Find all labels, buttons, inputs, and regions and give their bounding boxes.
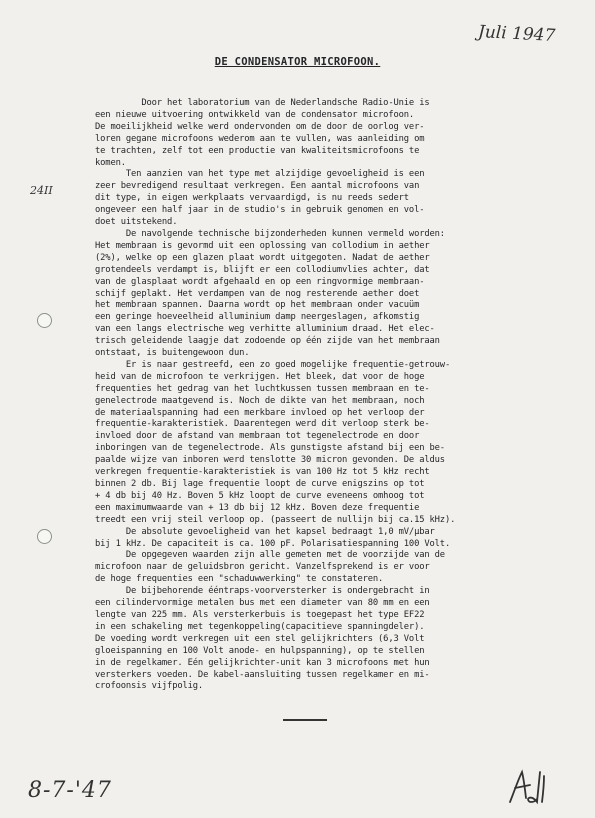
text-line: een maximumwaarde van + 13 db bij 12 kHz. Boven deze frequentie bbox=[95, 502, 420, 513]
punch-hole-upper bbox=[37, 313, 52, 328]
text-line: dit type, in eigen werkplaats vervaardigd, is nu reeds sedert bbox=[95, 193, 409, 204]
text-line: de materiaalspanning had een merkbare invloed op het verloop der bbox=[95, 407, 425, 418]
text-line: zeer bevredigend resultaat verkregen. Een aantal microfoons van bbox=[95, 181, 420, 192]
handwritten-margin-mark: 24II bbox=[30, 184, 53, 197]
text-line: Ten aanzien van het type met alzijdige gevoeligheid is een bbox=[95, 169, 425, 180]
text-line: Het membraan is gevormd uit een oplossing van collodium in aether bbox=[95, 240, 430, 251]
punch-hole-lower bbox=[37, 529, 52, 544]
text-line: trisch geleidende laagje dat zodoende op één zijde van het membraan bbox=[95, 336, 440, 347]
text-line: van de glasplaat wordt afgehaald en op een ringvormige membraan- bbox=[95, 276, 425, 287]
text-line: paalde wijze van inboren werd tenslotte 30 micron gevonden. De aldus bbox=[95, 455, 445, 466]
text-line: komen. bbox=[95, 157, 126, 168]
text-line: een geringe hoeveelheid alluminium damp neergeslagen, afkomstig bbox=[95, 312, 420, 323]
text-line: de hoge frequenties een "schaduwwerking" te constateren. bbox=[95, 574, 384, 585]
text-line: het membraan spannen. Daarna wordt op het membraan onder vacuüm bbox=[95, 300, 420, 311]
text-line: De opgegeven waarden zijn alle gemeten met de voorzijde van de bbox=[95, 550, 445, 561]
text-line: verkregen frequentie-karakteristiek is van 100 Hz tot 5 kHz recht bbox=[95, 467, 430, 478]
text-line: van een langs electrische weg verhitte alluminium draad. Het elec- bbox=[95, 324, 435, 335]
closing-rule bbox=[283, 719, 327, 721]
document-title: DE CONDENSATOR MICROFOON. bbox=[214, 56, 381, 68]
text-line: De bijbehorende ééntraps-voorversterker is ondergebracht in bbox=[95, 586, 430, 597]
text-line: lengte van 225 mm. Als versterkerbuis is toegepast het type EF22 bbox=[95, 609, 425, 620]
text-line: binnen 2 db. Bij lage frequentie loopt de curve enigszins op tot bbox=[95, 479, 425, 489]
text-line: + 4 db bij 40 Hz. Boven 5 kHz loopt de curve eveneens omhoog tot bbox=[95, 490, 425, 501]
text-line: schijf geplakt. Het verdampen van de nog resterende aether doet bbox=[95, 288, 420, 299]
text-line: doet uitstekend. bbox=[95, 217, 178, 228]
text-line: een cilindervormige metalen bus met een diameter van 80 mm en een bbox=[95, 598, 430, 609]
handwritten-date-bottom: 8-7-'47 bbox=[28, 778, 112, 803]
text-line: invloed door de afstand van membraan tot tegenelectrode en door bbox=[95, 431, 420, 442]
text-line: Door het laboratorium van de Nederlandsche Radio-Unie is bbox=[95, 98, 430, 108]
text-line: in de regelkamer. Eén gelijkrichter-unit kan 3 microfoons met hun bbox=[95, 657, 430, 668]
text-line: te trachten, zelf tot een productie van kwaliteitsmicrofoons te bbox=[95, 145, 420, 156]
text-line: genelectrode maatgevend is. Noch de dikte van het membraan, noch bbox=[95, 395, 425, 406]
text-line: ongeveer een half jaar in de studio's in gebruik genomen en vol- bbox=[95, 205, 425, 216]
text-line: loren gegane microfoons wederom aan te vullen, was aanleiding om bbox=[95, 133, 425, 144]
text-line: De absolute gevoeligheid van het kapsel bedraagt 1,0 mV/µbar bbox=[95, 526, 435, 537]
text-line: inboringen van de tegenelectrode. Als gunstigste afstand bij een be- bbox=[95, 443, 445, 454]
text-line: (2%), welke op een glazen plaat wordt uitgegoten. Nadat de aether bbox=[95, 252, 430, 263]
text-line: De voeding wordt verkregen uit een stel gelijkrichters (6,3 Volt bbox=[95, 633, 425, 644]
text-line: microfoon naar de geluidsbron gericht. Vanzelfsprekend is er voor bbox=[95, 562, 430, 573]
text-line: in een schakeling met tegenkoppeling(capacitieve spanningdeler). bbox=[95, 621, 425, 632]
text-line: frequenties het gedrag van het luchtkussen tussen membraan en te- bbox=[95, 383, 430, 394]
text-line: heid van de microfoon te verkrijgen. Het bleek, dat voor de hoge bbox=[95, 371, 425, 382]
body-text bbox=[95, 98, 575, 693]
text-line: treedt een vrij steil verloop op. (passeert de nullijn bij ca.15 kHz). bbox=[95, 514, 456, 525]
signature-initials bbox=[506, 766, 554, 806]
text-line: grotendeels verdampt is, blijft er een collodiumvlies achter, dat bbox=[95, 264, 430, 275]
handwritten-date-top: Juli 1947 bbox=[477, 21, 556, 47]
text-line: De moeilijkheid welke werd ondervonden om de door de oorlog ver- bbox=[95, 121, 425, 132]
text-line: ontstaat, is buitengewoon dun. bbox=[95, 348, 250, 359]
text-line: een nieuwe uitvoering ontwikkeld van de condensator microfoon. bbox=[95, 109, 415, 120]
text-line: crofoonsis vijfpolig. bbox=[95, 681, 204, 692]
text-line: De navolgende technische bijzonderheden kunnen vermeld worden: bbox=[95, 228, 445, 239]
text-line: versterkers voeden. De kabel-aansluiting tussen regelkamer en mi- bbox=[95, 669, 430, 680]
text-line: Er is naar gestreefd, een zo goed mogelijke frequentie-getrouw- bbox=[95, 359, 451, 370]
text-line: gloeispanning en 100 Volt anode- en hulpspanning), op te stellen bbox=[95, 645, 425, 656]
text-line: frequentie-karakteristiek. Daarentegen werd dit verloop sterk be- bbox=[95, 419, 430, 430]
text-line: bij 1 kHz. De capaciteit is ca. 100 pF. Polarisatiespanning 100 Volt. bbox=[95, 538, 451, 549]
